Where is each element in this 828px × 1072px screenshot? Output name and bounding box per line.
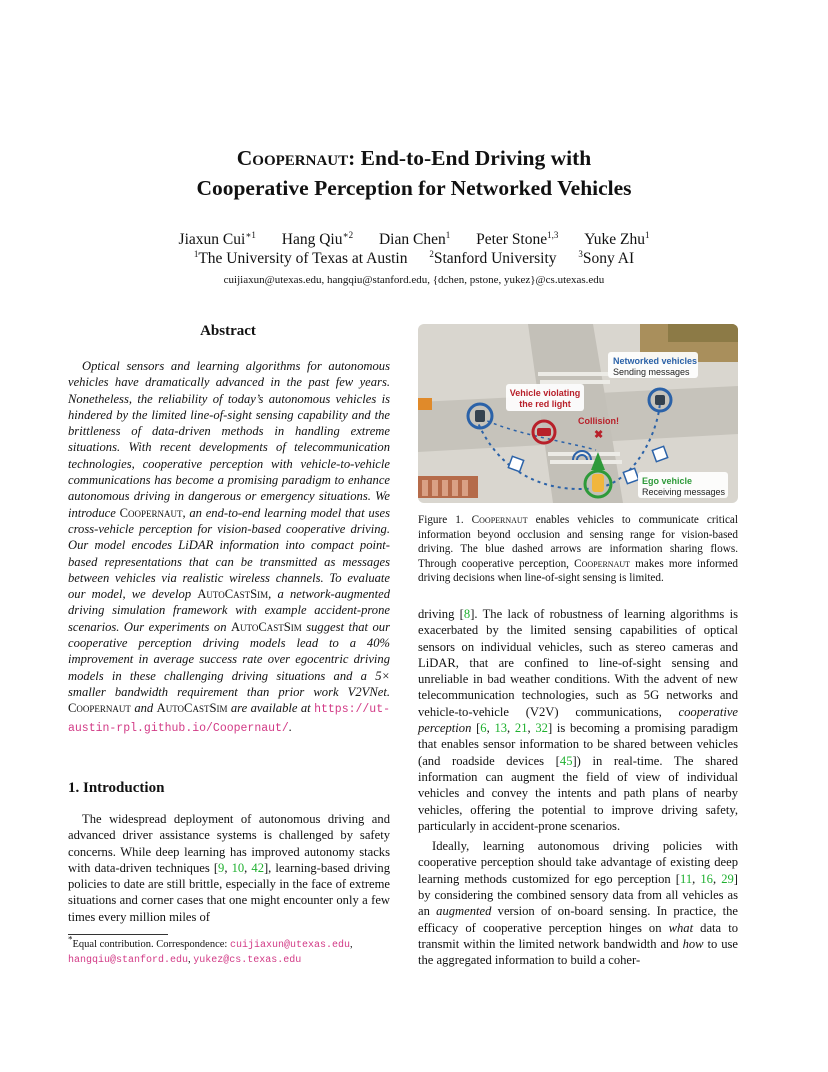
email-link[interactable]: hangqiu@stanford.edu (68, 955, 189, 966)
author-list (0, 230, 828, 250)
intersection-illustration (418, 324, 738, 503)
brand-coopernaut: Coopernaut (68, 701, 131, 716)
citation-link[interactable]: 8 (463, 607, 471, 621)
citation-link[interactable]: 11 (680, 871, 693, 886)
brand-coopernaut: Coopernaut (119, 505, 183, 520)
citation-link[interactable]: 16 (700, 871, 713, 886)
project-url-link[interactable]: https://ut-austin-rpl.github.io/Coopernaut/ (68, 703, 391, 735)
citation-link[interactable]: 6 (480, 721, 487, 736)
affiliation: $^3$Sony AI (578, 248, 635, 267)
footnote-rule (68, 934, 168, 935)
label-violating-1: Vehicle violating (509, 388, 581, 398)
brand-autocastsim: AutoCastSim (230, 619, 302, 634)
citation-link[interactable]: 45 (559, 753, 573, 768)
author: Hang Qiu$^{∗2}$ (281, 229, 354, 248)
label-violating-2: the red light (519, 399, 571, 409)
author: Peter Stone$^{1,3}$ (476, 229, 559, 248)
right-column-body: driving [8]. The lack of robustness of learning algorithms is exacerbated by the limited sensing capabilities of optical sensors on individual vehicles, such as stereo cameras and LiDAR, that are confined to line-of-sight sensing and unreliable in bad weather conditions. With the advent of new telecommunication technologies, such as 5G networks and vehicle-to-vehicle (V2V) communications, cooperative perception [6, 13, 21, 32] is becoming a promising paradigm that enables sensor information to be shared between vehicles (and roadside devices [45]) in real-time. The shared information can augment the field of view of individual vehicles and convey the intents and path plans of nearby vehicles, offering the potential to improve driving safety, particularly in accident-prone scenarios. Ideally, learning autonomous driving policies with cooperative perception should take advantage of existing deep learning methods customized for ego perception [11, 16, 29] by considering the combined sensory data from all vehicles as an augmented version of on-board sensing. In practice, the efficacy of cooperative perception hinges on what data to transmit within the limited network bandwidth and how to use the aggregated information to build a coher- (418, 607, 738, 968)
abstract-body: Optical sensors and learning algorithms for autonomous vehicles have dramatically advanced in the past few years. Nonetheless, the reliability of today’s autonomous vehicles is hindered by the limited line-of-sight sensing capability and the brittleness of data-driven methods in handling extreme situations. With recent developments of telecommunication technologies, cooperative perception with vehicle-to-vehicle communications has become a promising paradigm to enhance autonomous driving in dangerous or emergency situations. We introduce Coopernaut, an end-to-end learning model that uses cross-vehicle perception for vision-based cooperative driving. Our model encodes LiDAR information into compact point-based representations that can be transmitted as messages between vehicles via realistic wireless channels. To evaluate our model, we develop AutoCastSim, a network-augmented driving simulation framework with example accident-prone scenarios. Our experiments on AutoCastSim suggest that our cooperative perception driving models lead to a 40% improvement in average success rate over egocentric driving models in these challenging driving situations and a 5× smaller bandwidth requirement than prior work V2VNet. Coopernaut and AutoCastSim are available at https://ut-austin-rpl.github.io/Coopernaut/. (68, 359, 391, 735)
figure-caption: Figure 1. Coopernaut enables vehicles to communicate critical information beyond occlusion and sensing range for vision-based driving. The blue dashed arrows are information sharing flows. Through cooperative perception, Coopernaut makes more informed driving decisions when line-of-sight sensing is limited. (418, 514, 738, 585)
citation-link[interactable]: 13 (494, 721, 508, 736)
affiliation: $^1$The University of Texas at Austin (193, 248, 408, 267)
abstract-heading: Abstract (200, 323, 256, 339)
citation-link[interactable]: 10 (231, 860, 245, 875)
citation-link[interactable]: 9 (218, 860, 225, 875)
affiliation: $^2$Stanford University (429, 248, 557, 267)
label-sending: Sending messages (613, 367, 690, 377)
author: Dian Chen$^1$ (378, 229, 451, 248)
intro-body: The widespread deployment of autonomous driving and advanced driver assistance systems is challenged by safety concerns. While deep learning has improved autonomy stacks with data-driven techniques [9, 10, 42], learning-based driving policies to date are still brittle, especially in the face of extreme situations and corner cases that one might encounter only a few times every million miles of (68, 812, 390, 924)
paper-title (0, 143, 828, 203)
title-line1: : End-to-End Driving with (348, 146, 592, 170)
author: Yuke Zhu$^1$ (584, 229, 650, 248)
citation-link[interactable]: 42 (251, 860, 264, 875)
email-link[interactable]: cuijiaxun@utexas.edu (229, 940, 350, 951)
citation-link[interactable]: 29 (721, 871, 734, 886)
brand-autocastsim: AutoCastSim (197, 587, 269, 602)
label-ego: Ego vehicle (642, 476, 693, 486)
figure-1 (418, 324, 738, 503)
title-line2: Cooperative Perception for Networked Vehicles (196, 176, 632, 200)
email-link[interactable]: yukez@cs.texas.edu (193, 955, 302, 966)
label-collision: Collision! (578, 416, 619, 426)
collision-x-icon: ✖ (594, 429, 604, 441)
citation-link[interactable]: 21 (514, 721, 528, 736)
brand-autocastsim: AutoCastSim (156, 701, 228, 716)
label-receiving: Receiving messages (642, 487, 726, 497)
intro-heading: 1. Introduction (68, 780, 165, 796)
footnote: *Equal contribution. Correspondence: cuijiaxun@utexas.edu, hangqiu@stanford.edu, yukez@cs.texas.edu (68, 934, 353, 966)
affiliations (0, 249, 828, 269)
label-networked: Networked vehicles (613, 356, 698, 366)
author: Jiaxun Cui$^{∗1}$ (178, 229, 256, 248)
title-brand: Coopernaut (236, 146, 349, 170)
citation-link[interactable]: 32 (535, 721, 548, 736)
author-emails: cuijiaxun@utexas.edu, hangqiu@stanford.edu, {dchen, pstone, yukez}@cs.utexas.edu (223, 274, 605, 286)
